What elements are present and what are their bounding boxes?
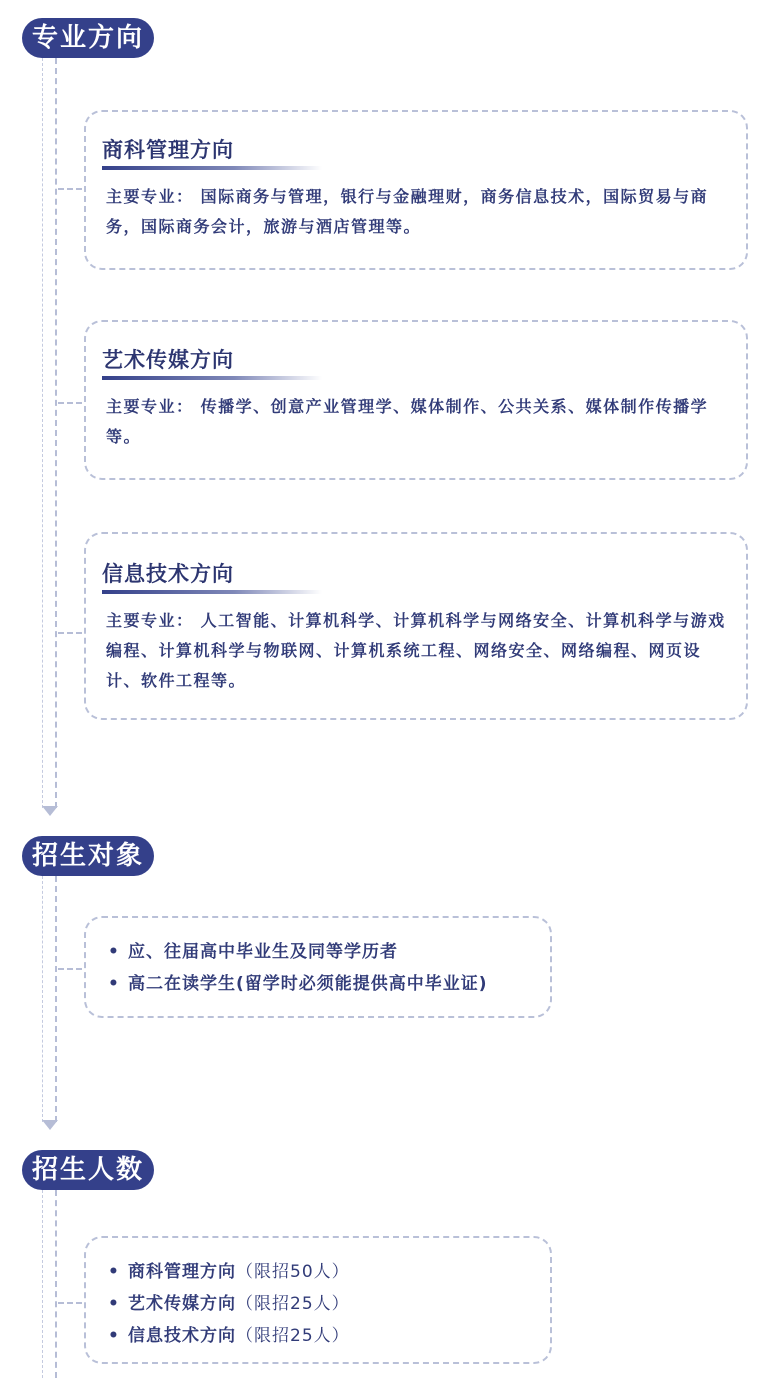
list-item: • 信息技术方向（限招25人） xyxy=(108,1326,350,1346)
card-title: 信息技术方向 xyxy=(102,562,234,586)
arrow-down-icon xyxy=(42,1120,58,1130)
connector xyxy=(58,632,82,634)
timeline-line xyxy=(42,876,43,1122)
major-card-media xyxy=(84,320,748,480)
targets-list xyxy=(108,936,488,1000)
timeline-line xyxy=(55,1190,57,1378)
quota-list xyxy=(108,1256,350,1352)
timeline-line xyxy=(55,876,57,1122)
section-title-quota: 招生人数 xyxy=(22,1150,154,1190)
targets-card xyxy=(84,916,552,1018)
list-item: • 艺术传媒方向（限招25人） xyxy=(108,1294,350,1314)
title-underline xyxy=(102,376,322,380)
list-item: • 高二在读学生(留学时必须能提供高中毕业证) xyxy=(108,974,488,994)
card-title: 商科管理方向 xyxy=(102,138,234,162)
quota-card xyxy=(84,1236,552,1364)
list-item: • 应、往届高中毕业生及同等学历者 xyxy=(108,942,398,962)
section-title-targets: 招生对象 xyxy=(22,836,154,876)
major-card-it xyxy=(84,532,748,720)
card-text: 主要专业： 人工智能、计算机科学、计算机科学与网络安全、计算机科学与游戏编程、计算机科学与物联网、计算机系统工程、网络安全、网络编程、网页设计、软件工程等。 xyxy=(106,611,726,690)
card-text: 主要专业： 传播学、创意产业管理学、媒体制作、公共关系、媒体制作传播学等。 xyxy=(106,397,709,446)
list-item: • 商科管理方向（限招50人） xyxy=(108,1262,350,1282)
connector xyxy=(58,1302,82,1304)
card-title: 艺术传媒方向 xyxy=(102,348,234,372)
connector xyxy=(58,402,82,404)
timeline-line xyxy=(55,58,57,808)
title-underline xyxy=(102,166,322,170)
card-text: 主要专业： 国际商务与管理，银行与金融理财，商务信息技术，国际贸易与商务，国际商务会计，旅游与酒店管理等。 xyxy=(106,187,709,236)
timeline-line xyxy=(42,58,43,808)
major-card-business xyxy=(84,110,748,270)
timeline-line xyxy=(42,1190,43,1378)
arrow-down-icon xyxy=(42,806,58,816)
title-underline xyxy=(102,590,322,594)
connector xyxy=(58,968,82,970)
connector xyxy=(58,188,82,190)
section-title-majors: 专业方向 xyxy=(22,18,154,58)
